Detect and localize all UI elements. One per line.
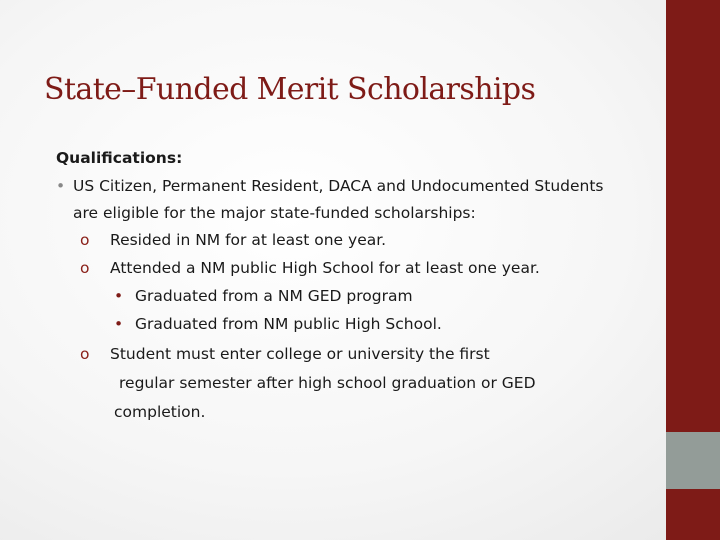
side-accent-block [666,432,720,489]
subsub-bullet-2: Graduated from NM public High School. [135,315,442,333]
sub-bullet-marker: o [80,345,90,363]
subsub-bullet-1: Graduated from a NM GED program [135,287,413,305]
main-bullet-line-1: US Citizen, Permanent Resident, DACA and Undocumented Students [73,177,604,195]
sub-bullet-marker: o [80,231,90,249]
sub-bullet-3-line-1: Student must enter college or university the first [110,345,490,363]
subsub-bullet-marker: • [114,315,124,333]
main-bullet-line-2: are eligible for the major state-funded scholarships: [73,204,476,222]
sub-bullet-1: Resided in NM for at least one year. [110,231,387,249]
subsub-bullet-marker: • [114,287,124,305]
slide-title: State–Funded Merit Scholarships [44,72,536,107]
qualifications-heading: Qualifications: [56,149,183,167]
sub-bullet-marker: o [80,259,90,277]
sub-bullet-2: Attended a NM public High School for at least one year. [110,259,540,277]
sub-bullet-3-line-3: completion. [114,403,206,421]
sub-bullet-3-line-2: regular semester after high school graduation or GED [119,374,536,392]
bullet-marker: • [56,177,66,195]
